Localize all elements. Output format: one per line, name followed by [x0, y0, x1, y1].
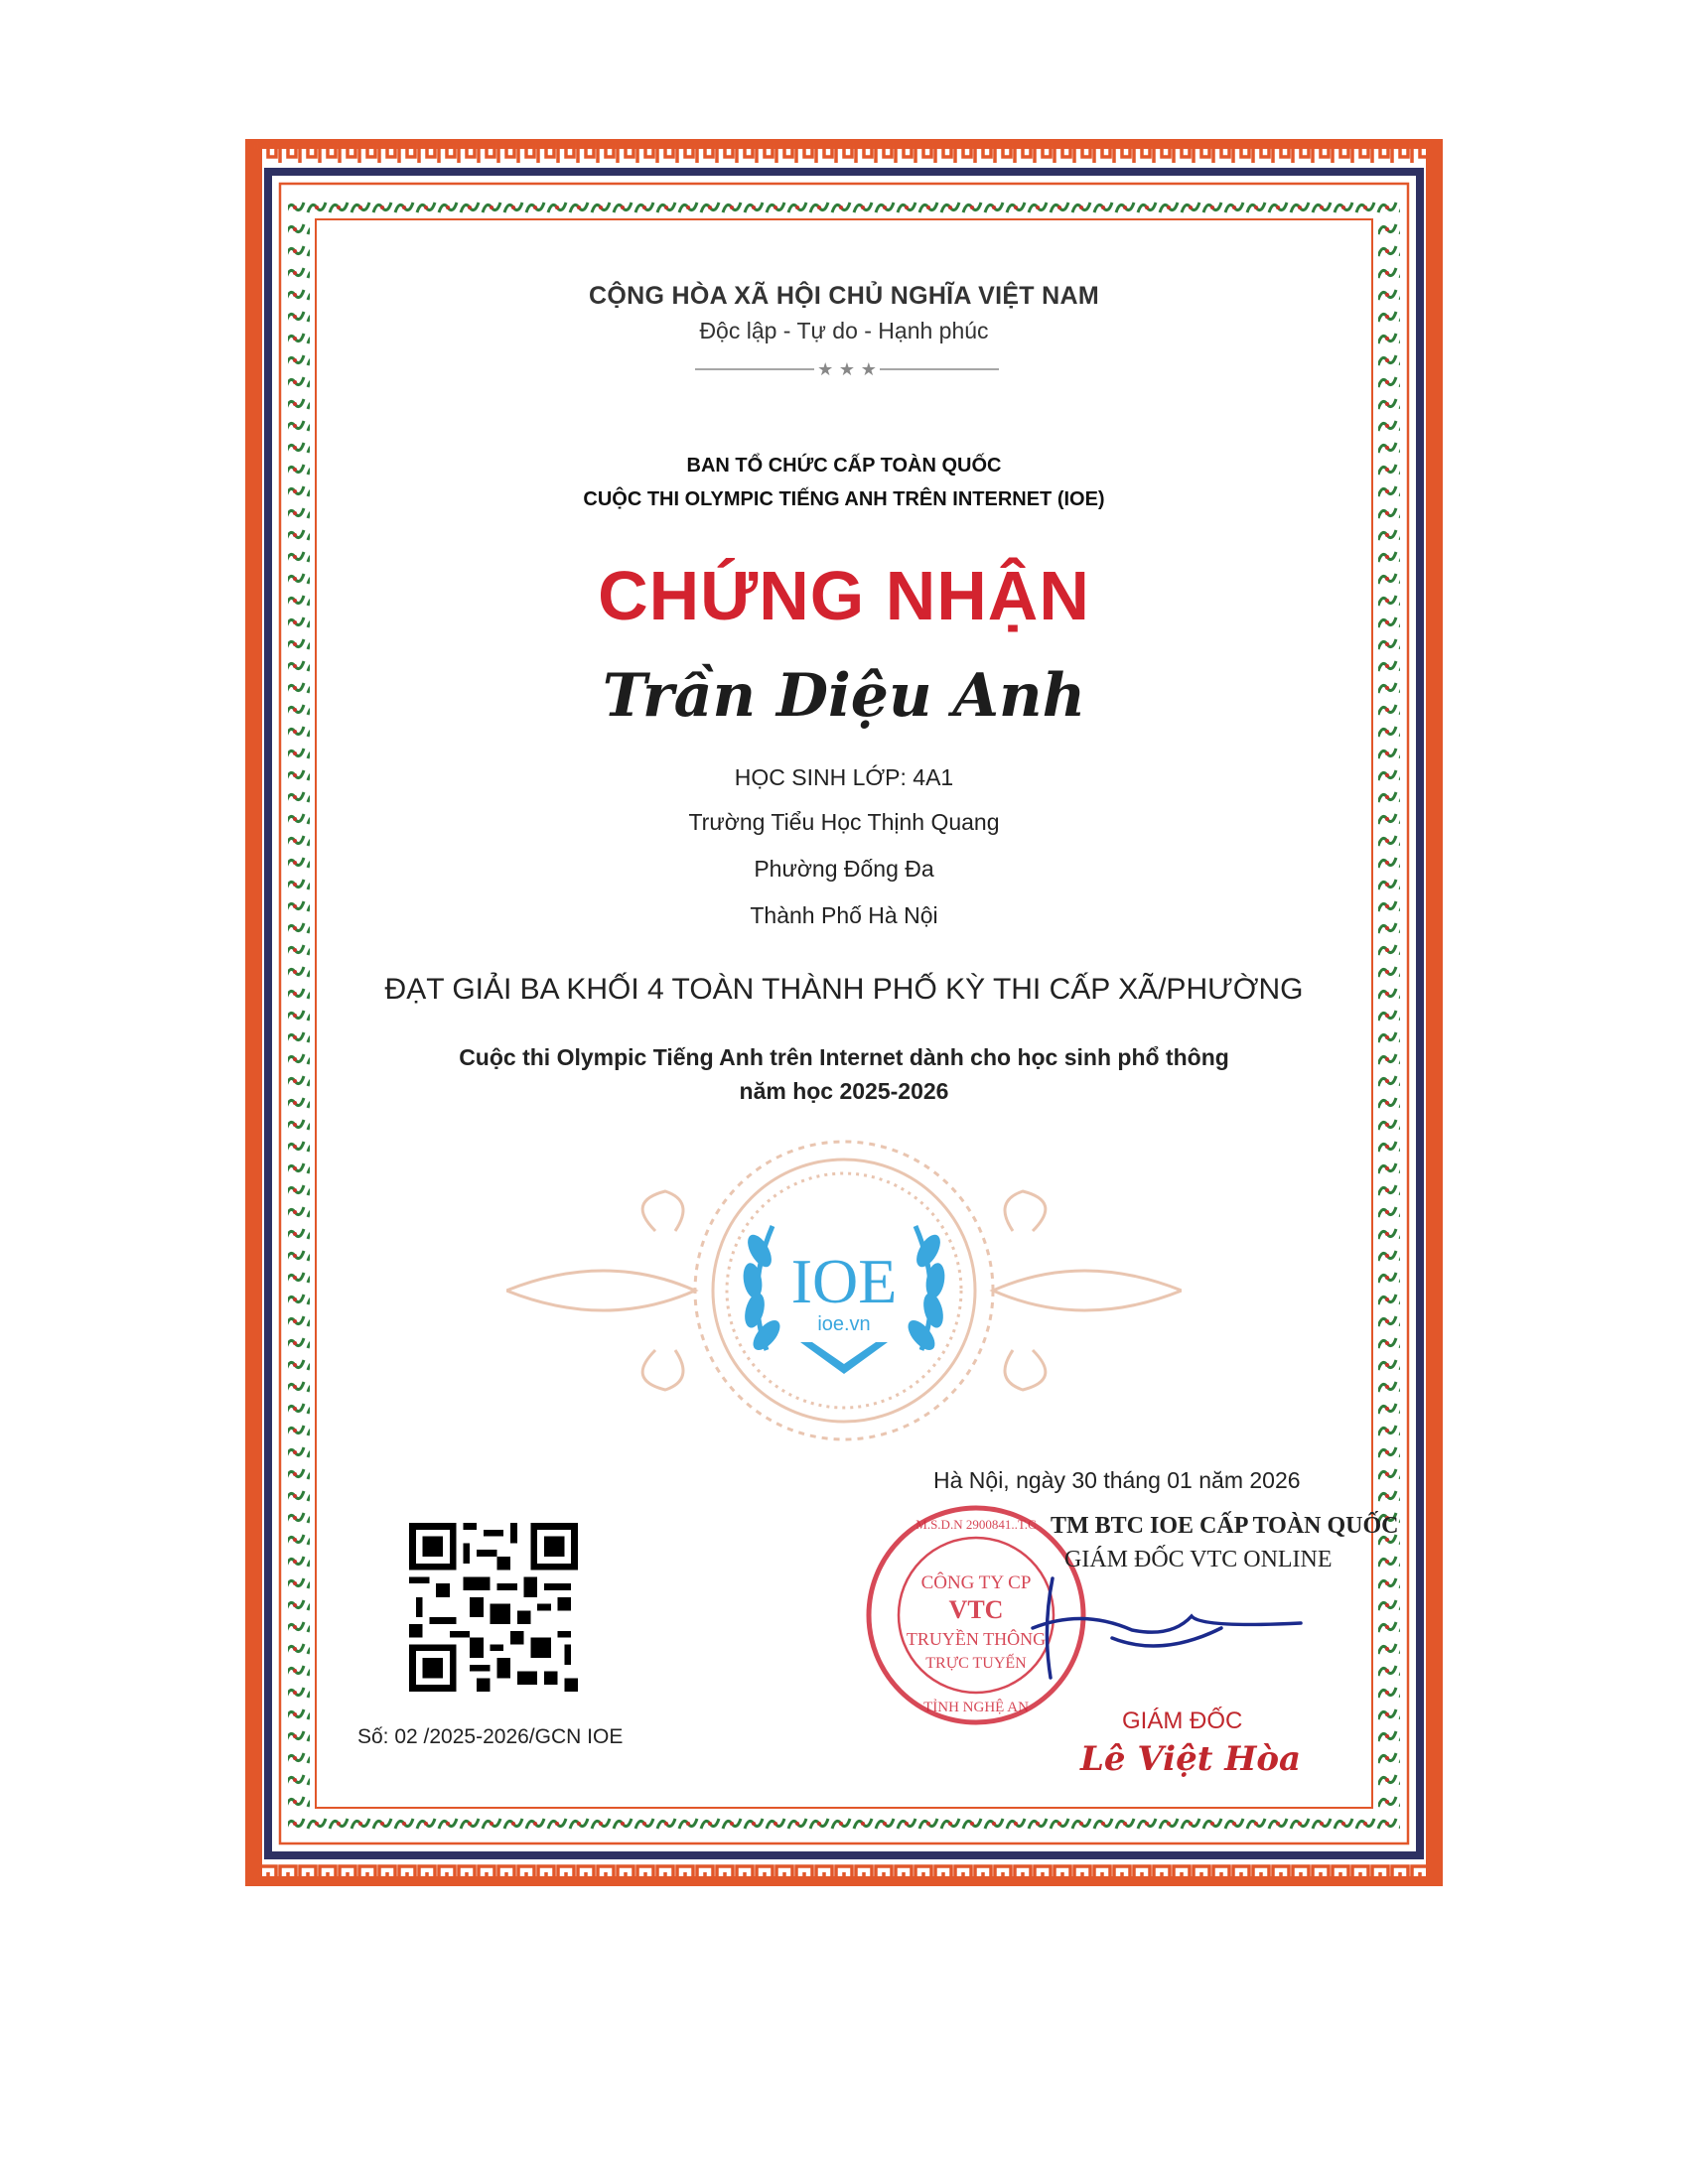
- stars-divider: [695, 359, 999, 379]
- ward-name: Phường Đống Đa: [754, 856, 934, 882]
- seal-brand: VTC: [948, 1595, 1004, 1624]
- national-motto: Độc lập - Tự do - Hạnh phúc: [699, 318, 989, 343]
- handwritten-signature: [993, 1569, 1311, 1688]
- signer-title: GIÁM ĐỐC: [1122, 1707, 1243, 1734]
- student-class: HỌC SINH LỚP: 4A1: [734, 764, 954, 790]
- seal-tax-id: M.S.D.N 2900841..T.C: [915, 1517, 1037, 1532]
- ioe-logo-sub: ioe.vn: [817, 1313, 871, 1335]
- certificate-serial-number: Số: 02 /2025-2026/GCN IOE: [357, 1725, 624, 1748]
- seal-province: TỈNH NGHỆ AN: [923, 1700, 1029, 1715]
- organizer-line-2: CUỘC THI OLYMPIC TIẾNG ANH TRÊN INTERNET (IOE): [583, 488, 1105, 510]
- seal-company: CÔNG TY CP: [920, 1572, 1032, 1593]
- contest-description-line-1: Cuộc thi Olympic Tiếng Anh trên Internet dành cho học sinh phổ thông: [459, 1044, 1229, 1070]
- issue-date: Hà Nội, ngày 30 tháng 01 năm 2026: [933, 1467, 1301, 1493]
- school-name: Trường Tiểu Học Thịnh Quang: [688, 809, 1000, 835]
- award-statement: ĐẠT GIẢI BA KHỐI 4 TOÀN THÀNH PHỐ KỲ THI CẤP XÃ/PHƯỜNG: [384, 973, 1304, 1006]
- republic-heading: CỘNG HÒA XÃ HỘI CHỦ NGHĨA VIỆT NAM: [589, 282, 1099, 310]
- certificate-title: CHỨNG NHẬN: [598, 557, 1090, 634]
- on-behalf-of: TM BTC IOE CẤP TOÀN QUỐC: [1051, 1513, 1399, 1539]
- svg-text:★ ★ ★: ★ ★ ★: [817, 359, 877, 379]
- seal-line-3: TRUYỀN THÔNG: [906, 1629, 1047, 1649]
- signer-position: GIÁM ĐỐC VTC ONLINE: [1064, 1547, 1333, 1572]
- seal-line-4: TRỰC TUYẾN: [925, 1655, 1027, 1672]
- recipient-name: Trần Diệu Anh: [602, 661, 1086, 731]
- ioe-logo-text: IOE: [790, 1246, 898, 1316]
- ioe-emblem: [506, 1132, 1182, 1459]
- organizer-line-1: BAN TỔ CHỨC CẤP TOÀN QUỐC: [686, 455, 1002, 477]
- signer-name: Lê Việt Hòa: [1080, 1739, 1302, 1779]
- city-name: Thành Phố Hà Nội: [750, 902, 938, 928]
- qr-code[interactable]: [409, 1523, 578, 1692]
- contest-description-line-2: năm học 2025-2026: [739, 1078, 949, 1104]
